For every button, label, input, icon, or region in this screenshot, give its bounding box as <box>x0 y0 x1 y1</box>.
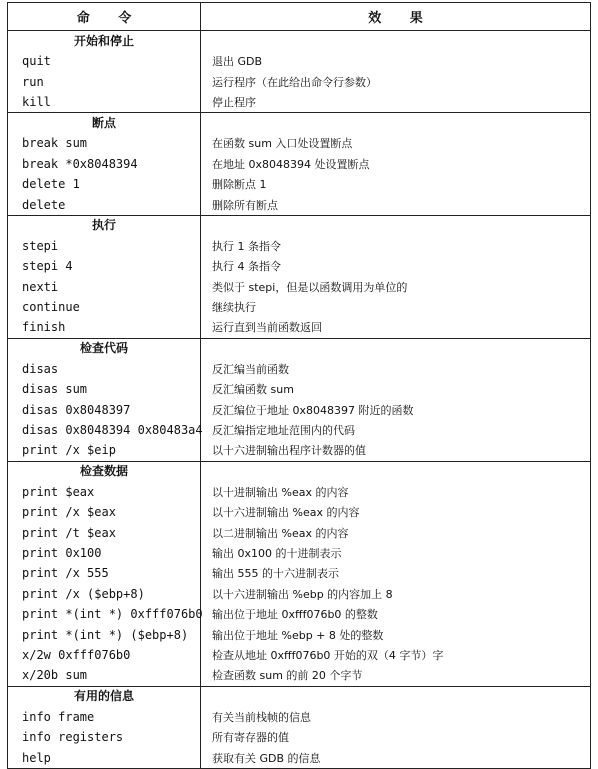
effect-cell: 以二进制输出 %eax 的内容 <box>212 526 349 540</box>
section-title: 检查数据 <box>8 461 201 480</box>
effect-cell: 在函数 sum 入口处设置断点 <box>212 137 353 151</box>
effect-cell: 有关当前栈帧的信息 <box>212 710 311 724</box>
command-cell: disas 0x8048397 <box>8 399 201 419</box>
section-title-spacer <box>201 215 591 234</box>
command-cell: stepi 4 <box>8 256 201 276</box>
table-row <box>8 480 591 502</box>
command-cell: print /x $eip <box>8 440 201 461</box>
effect-cell: 在地址 0x8048394 处设置断点 <box>212 157 370 171</box>
header-command: 命 令 <box>8 3 201 31</box>
table-row <box>8 154 591 174</box>
section-title-spacer <box>201 686 591 705</box>
effect-cell: 以十六进制输出 %eax 的内容 <box>212 506 360 520</box>
table-row <box>8 440 591 461</box>
command-cell: x/20b sum <box>8 665 201 686</box>
command-cell: stepi <box>8 234 201 256</box>
section-title: 执行 <box>8 215 201 234</box>
table-row <box>8 131 591 153</box>
command-cell: print *(int *) ($ebp+8) <box>8 624 201 644</box>
table-row <box>8 584 591 604</box>
table-header-row <box>8 3 591 31</box>
command-cell: disas sum <box>8 379 201 399</box>
table-row <box>8 727 591 747</box>
table-row <box>8 604 591 624</box>
section-header-row <box>8 113 591 132</box>
section-header-row <box>8 215 591 234</box>
effect-cell: 继续执行 <box>212 301 256 315</box>
effect-cell: 输出 0x100 的十进制表示 <box>212 547 342 560</box>
section-title: 有用的信息 <box>8 686 201 705</box>
command-cell: print /x ($ebp+8) <box>8 584 201 604</box>
section-title: 开始和停止 <box>8 31 201 50</box>
command-cell: continue <box>8 297 201 317</box>
effect-cell: 执行 1 条指令 <box>212 239 281 253</box>
effect-cell: 执行 4 条指令 <box>212 260 281 274</box>
command-cell: break *0x8048394 <box>8 154 201 174</box>
command-cell: info registers <box>8 727 201 747</box>
table-row <box>8 665 591 686</box>
section-title-spacer <box>201 31 591 50</box>
effect-cell: 运行程序（在此给出命令行参数） <box>212 75 377 89</box>
table-row <box>8 399 591 419</box>
effect-cell: 停止程序 <box>212 95 256 109</box>
effect-cell: 运行直到当前函数返回 <box>212 321 322 335</box>
table-row <box>8 357 591 379</box>
table-row <box>8 624 591 644</box>
command-cell: break sum <box>8 131 201 153</box>
command-cell: delete <box>8 194 201 215</box>
header-effect: 效 果 <box>201 3 591 31</box>
command-cell: kill <box>8 92 201 113</box>
table-row <box>8 194 591 215</box>
section-title: 断点 <box>8 113 201 132</box>
command-cell: help <box>8 747 201 768</box>
command-cell: disas 0x8048394 0x80483a4 <box>8 420 201 440</box>
command-cell: disas <box>8 357 201 379</box>
table-row <box>8 705 591 727</box>
section-title: 检查代码 <box>8 338 201 357</box>
table-row <box>8 174 591 194</box>
table-row <box>8 420 591 440</box>
table-body <box>8 31 591 769</box>
effect-cell: 反汇编位于地址 0x8048397 附近的函数 <box>212 403 414 417</box>
command-cell: print /x $eax <box>8 502 201 522</box>
command-cell: x/2w 0xfff076b0 <box>8 645 201 665</box>
section-header-row <box>8 31 591 50</box>
effect-cell: 反汇编指定地址范围内的代码 <box>212 424 355 438</box>
command-cell: finish <box>8 317 201 338</box>
table-row <box>8 277 591 297</box>
effect-cell: 退出 GDB <box>212 55 263 69</box>
effect-cell: 删除所有断点 <box>212 198 278 212</box>
table-row <box>8 256 591 276</box>
effect-cell: 所有寄存器的值 <box>212 731 289 745</box>
command-cell: print /t $eax <box>8 522 201 542</box>
table-row <box>8 502 591 522</box>
gdb-command-table <box>7 2 591 769</box>
table-row <box>8 645 591 665</box>
table-row <box>8 563 591 583</box>
section-title-spacer <box>201 461 591 480</box>
table-row <box>8 92 591 113</box>
command-cell: info frame <box>8 705 201 727</box>
table-row <box>8 379 591 399</box>
section-title-spacer <box>201 113 591 132</box>
section-title-spacer <box>201 338 591 357</box>
effect-cell: 以十六进制输出 %ebp 的内容加上 8 <box>212 587 393 601</box>
table-row <box>8 747 591 768</box>
effect-cell: 输出位于地址 0xfff076b0 的整数 <box>212 608 378 622</box>
command-cell: print $eax <box>8 480 201 502</box>
command-cell: print 0x100 <box>8 543 201 563</box>
command-cell: run <box>8 71 201 91</box>
effect-cell: 类似于 stepi，但是以函数调用为单位的 <box>212 280 408 294</box>
command-cell: print *(int *) 0xfff076b0 <box>8 604 201 624</box>
table-row <box>8 49 591 71</box>
table-row <box>8 71 591 91</box>
command-cell: print /x 555 <box>8 563 201 583</box>
effect-cell: 检查函数 sum 的前 20 个字节 <box>212 669 363 683</box>
table-row <box>8 522 591 542</box>
command-cell: nexti <box>8 277 201 297</box>
effect-cell: 获取有关 GDB 的信息 <box>212 751 321 765</box>
effect-cell: 检查从地址 0xfff076b0 开始的双（4 字节）字 <box>212 648 444 662</box>
effect-cell: 反汇编当前函数 <box>212 362 289 376</box>
table-row <box>8 297 591 317</box>
effect-cell: 输出位于地址 %ebp + 8 处的整数 <box>212 628 384 642</box>
effect-cell: 以十进制输出 %eax 的内容 <box>212 485 349 499</box>
effect-cell: 输出 555 的十六进制表示 <box>212 567 339 581</box>
command-cell: quit <box>8 49 201 71</box>
section-header-row <box>8 686 591 705</box>
section-header-row <box>8 461 591 480</box>
section-header-row <box>8 338 591 357</box>
effect-cell: 反汇编函数 sum <box>212 383 294 397</box>
effect-cell: 以十六进制输出程序计数器的值 <box>212 444 366 458</box>
table-row <box>8 234 591 256</box>
table-row <box>8 317 591 338</box>
table-row <box>8 543 591 563</box>
effect-cell: 删除断点 1 <box>212 178 267 192</box>
command-cell: delete 1 <box>8 174 201 194</box>
